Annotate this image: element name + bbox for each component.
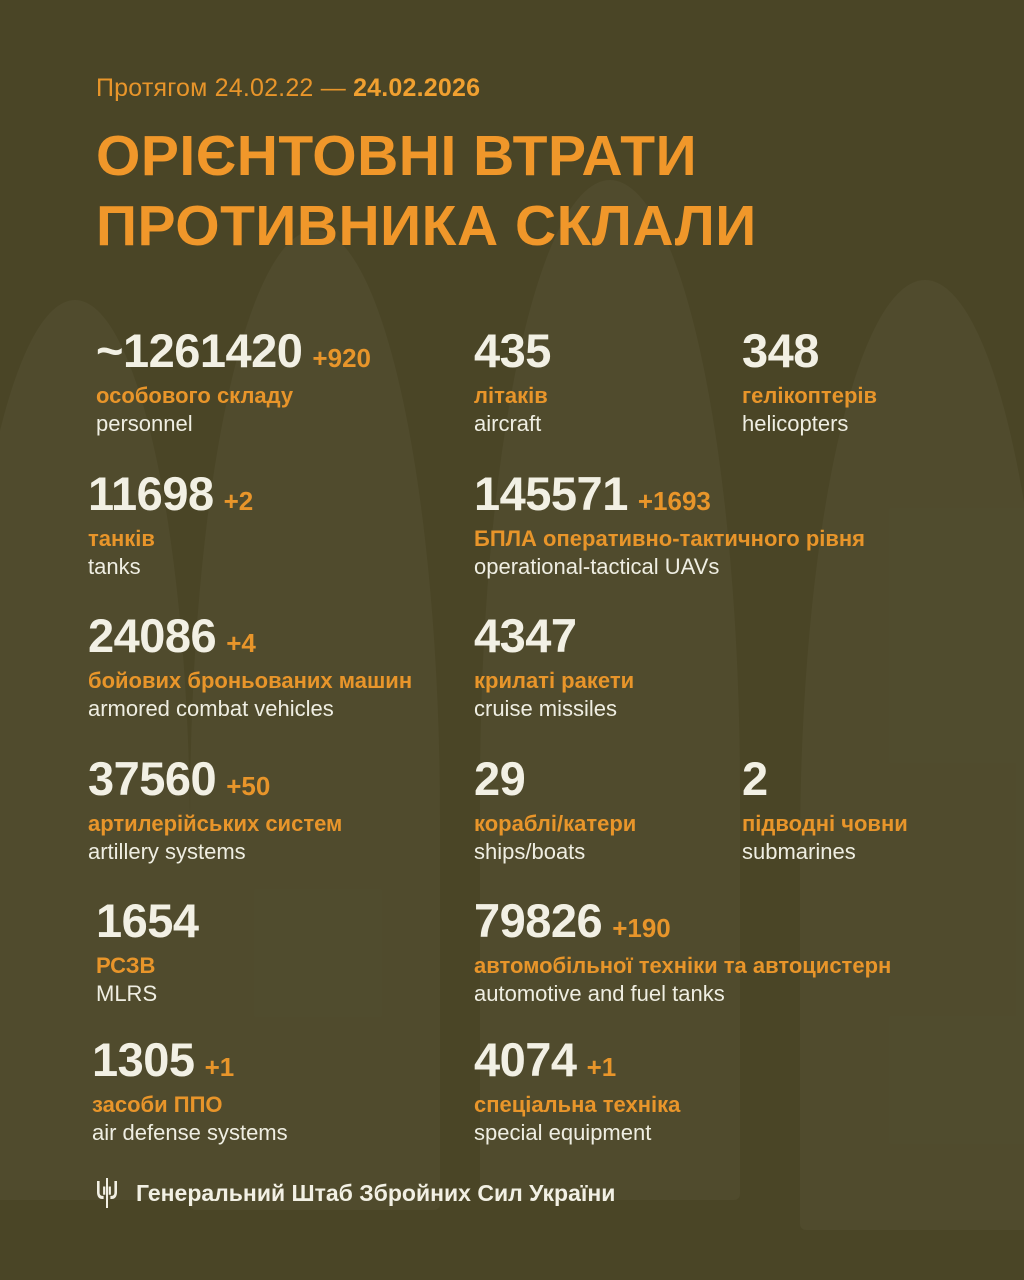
- stat-value: 24086: [88, 609, 217, 662]
- stat-label-ua: спеціальна техніка: [474, 1092, 681, 1117]
- stat-label-ua: крилаті ракети: [474, 668, 635, 693]
- stat-value: 145571: [474, 467, 628, 520]
- stat-label-en: aircraft: [474, 410, 542, 436]
- stat-label-en: armored combat vehicles: [88, 695, 334, 721]
- stat-value-row: [88, 752, 342, 805]
- stat-label-ua: кораблі/катери: [474, 811, 637, 836]
- stat-label-ua: підводні човни: [742, 811, 908, 836]
- stat-label-ua: літаків: [474, 383, 548, 408]
- stat-label-ua: РСЗВ: [96, 953, 156, 978]
- stat-value-row: [88, 609, 412, 662]
- stat-value-row: [474, 609, 634, 662]
- stat-value-row: [474, 467, 865, 520]
- stat-value-row: [96, 324, 371, 377]
- stat-value-row: [474, 1033, 680, 1086]
- stat-value-row: [742, 752, 908, 805]
- period-end: 24.02.2026: [353, 74, 481, 102]
- stat-air-defense: [92, 1033, 288, 1146]
- stat-label-ua: бойових броньованих машин: [88, 668, 413, 693]
- stat-delta: +1: [586, 1052, 617, 1082]
- stat-label-ua: засоби ППО: [92, 1092, 223, 1117]
- stat-delta: +4: [226, 628, 256, 658]
- stat-delta: +1: [204, 1052, 235, 1082]
- stat-value: 2: [742, 752, 768, 805]
- stat-mlrs: [96, 894, 209, 1007]
- stat-value-row: [742, 324, 877, 377]
- stat-label-en: artillery systems: [88, 838, 246, 864]
- stat-label-ua: артилерійських систем: [88, 811, 343, 836]
- stat-uavs: [474, 467, 866, 580]
- stat-delta: +50: [226, 771, 271, 801]
- stat-delta: +920: [312, 343, 371, 373]
- stat-automotive: [474, 894, 892, 1007]
- stat-label-ua: танків: [88, 526, 155, 551]
- stat-value: ~1261420: [96, 324, 303, 377]
- stat-label-en: operational-tactical UAVs: [474, 553, 720, 579]
- stat-label-en: MLRS: [96, 980, 158, 1006]
- footer: [96, 1178, 615, 1208]
- stat-armored-vehicles: [88, 609, 413, 722]
- trident-icon: [96, 1178, 118, 1208]
- stat-delta: +1693: [637, 486, 711, 516]
- stat-value: 1654: [96, 894, 199, 947]
- stat-value: 37560: [88, 752, 217, 805]
- stat-label-en: special equipment: [474, 1119, 652, 1145]
- stat-label-en: cruise missiles: [474, 695, 618, 721]
- stat-delta: +2: [223, 486, 254, 516]
- stat-label-ua: БПЛА оперативно-тактичного рівня: [474, 526, 866, 551]
- stat-label-ua: гелікоптерів: [742, 383, 878, 408]
- stat-tanks: [88, 467, 254, 580]
- stat-label-en: personnel: [96, 410, 193, 436]
- stat-value-row: [474, 324, 561, 377]
- page-title: [96, 122, 757, 261]
- stat-value: 435: [474, 324, 551, 377]
- stat-value-row: [474, 752, 636, 805]
- stat-cruise-missiles: [474, 609, 635, 722]
- stat-special-equipment: [474, 1033, 681, 1146]
- stat-value: 79826: [474, 894, 603, 947]
- stat-value: 29: [474, 752, 526, 805]
- footer-text: Генеральний Штаб Збройних Сил України: [136, 1179, 616, 1206]
- stat-label-en: air defense systems: [92, 1119, 288, 1145]
- period-line: [96, 74, 480, 103]
- period-dash: —: [320, 74, 346, 102]
- stat-helicopters: [742, 324, 878, 437]
- stat-value-row: [96, 894, 209, 947]
- stat-value: 348: [742, 324, 819, 377]
- stat-value-row: [92, 1033, 288, 1086]
- stat-ships: [474, 752, 637, 865]
- stat-value-row: [88, 467, 254, 520]
- stat-label-ua: автомобільної техніки та автоцистерн: [474, 953, 892, 978]
- stat-artillery: [88, 752, 343, 865]
- stat-value-row: [474, 894, 891, 947]
- stat-value: 4347: [474, 609, 577, 662]
- page-title-line-1: ОРІЄНТОВНІ ВТРАТИ: [96, 124, 698, 188]
- period-start: Протягом 24.02.22: [96, 74, 314, 102]
- stat-submarines: [742, 752, 908, 865]
- page-title-line-2: ПРОТИВНИКА СКЛАЛИ: [96, 193, 757, 258]
- stat-label-ua: особового складу: [96, 383, 294, 408]
- stat-label-en: ships/boats: [474, 838, 586, 864]
- stat-label-en: automotive and fuel tanks: [474, 980, 725, 1006]
- stat-label-en: tanks: [88, 553, 141, 579]
- stat-aircraft: [474, 324, 561, 437]
- stat-personnel: [96, 324, 371, 437]
- stat-value: 1305: [92, 1033, 195, 1086]
- stat-value: 4074: [474, 1033, 577, 1086]
- stat-label-en: helicopters: [742, 410, 849, 436]
- stat-value: 11698: [88, 467, 214, 520]
- stat-delta: +190: [612, 913, 671, 943]
- stat-label-en: submarines: [742, 838, 856, 864]
